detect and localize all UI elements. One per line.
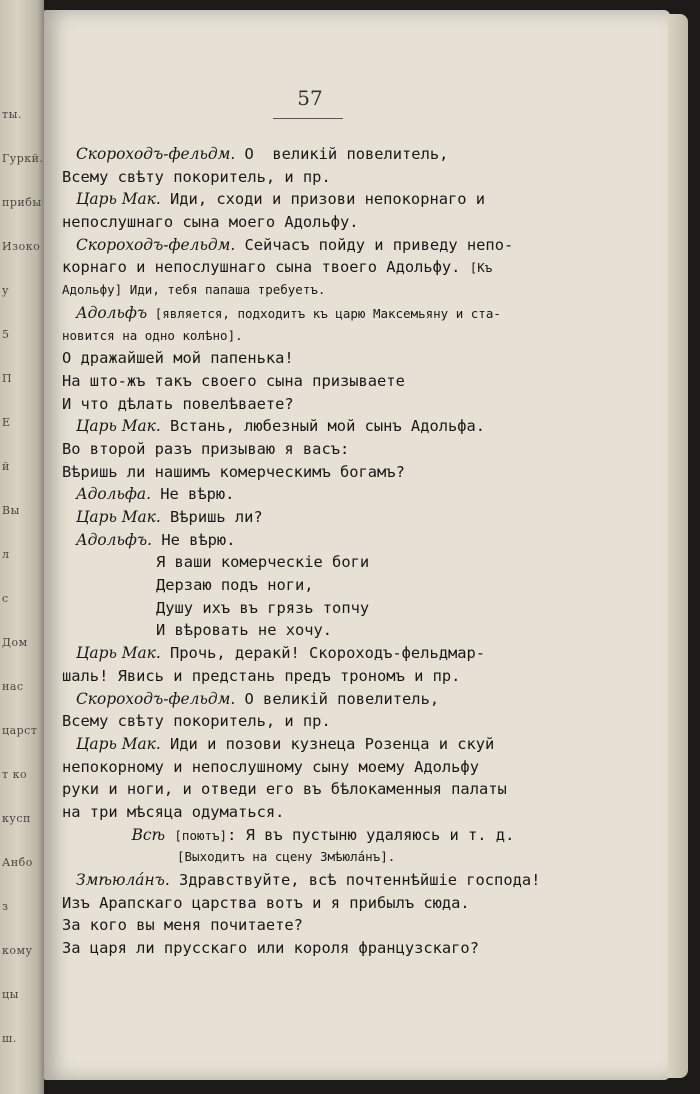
text-line	[62, 824, 582, 847]
left-page-fragment: Гуркй.	[2, 152, 44, 165]
page-edge	[668, 14, 688, 1078]
stage-direction: [Выходитъ на сцену Змѣюлáнъ].	[177, 849, 396, 865]
speaker-name: Царь Мак.	[76, 417, 161, 436]
line-text: И вѣровать не хочу.	[156, 621, 333, 640]
text-line	[62, 801, 582, 824]
speaker-name: Царь Мак.	[76, 734, 161, 753]
speaker-name: Всѣ	[131, 825, 166, 844]
speaker-name: Адольфа.	[76, 485, 151, 504]
stage-direction: [поютъ]	[174, 827, 228, 843]
line-text	[165, 826, 174, 844]
stage-direction: новится на одно колѣно].	[62, 327, 243, 343]
stage-direction: [Къ	[469, 260, 493, 276]
line-text: Дерзаю подъ ноги,	[156, 576, 314, 595]
line-text: Всему свѣту покоритель, и пр.	[62, 712, 331, 731]
left-page-fragment: Изоко	[2, 240, 41, 253]
line-text: непокорному и непослушному сыну моему Адольфу	[62, 757, 479, 776]
left-page-fragment: кусп	[2, 812, 31, 825]
speaker-name: Скороходъ-фельдм.	[76, 689, 236, 708]
page-number: 57	[297, 86, 323, 110]
text-line	[62, 166, 582, 189]
line-text: И что дѣлать повелѣваете?	[62, 394, 294, 413]
line-text: О великій повелитель,	[235, 689, 440, 708]
text-line	[62, 483, 582, 506]
line-text: За царя ли прусскаго или короля французскаго?	[62, 939, 479, 958]
text-line	[62, 551, 582, 574]
line-text: Всему свѣту покоритель, и пр.	[62, 167, 331, 186]
text-line	[62, 325, 582, 348]
line-text: руки и ноги, и отведи его въ бѣлокаменныя палаты	[62, 780, 507, 799]
left-page-fragment: т ко	[2, 768, 28, 781]
text-line	[62, 234, 582, 257]
line-text: Не вѣрю.	[150, 485, 235, 504]
text-line	[62, 461, 582, 484]
line-text: Не вѣрю.	[152, 530, 236, 549]
line-text: Изъ Арапскаго царства вотъ и я прибылъ сюда.	[62, 893, 470, 912]
text-line	[62, 597, 582, 620]
left-page-fragment: царст	[2, 724, 38, 737]
text-line	[62, 188, 582, 211]
text-line	[62, 347, 582, 370]
text-line	[62, 506, 582, 529]
line-text: Сейчасъ пойду и приведу непо-	[235, 235, 514, 254]
stage-direction: Адольфу]	[62, 282, 123, 298]
text-line	[62, 914, 582, 937]
speaker-name: Царь Мак.	[76, 644, 161, 663]
text-line	[62, 438, 582, 461]
left-page-fragment: кому	[2, 944, 33, 957]
left-page-fragment: Вы	[2, 504, 20, 517]
text-line	[62, 710, 582, 733]
line-text: Здравствуйте, всѣ почтеннѣйшіе господа!	[169, 871, 541, 889]
line-text: Иди и позови кузнеца Розенца и скуй	[160, 734, 495, 753]
text-line	[62, 415, 582, 438]
line-text: непослушнаго сына моего Адольфу.	[62, 213, 359, 232]
left-page-fragment: Дом	[2, 636, 28, 649]
line-text: Иди, сходи и призови непокорнаго и	[160, 190, 486, 209]
line-text	[76, 826, 132, 844]
text-line	[62, 756, 582, 779]
text-line	[62, 688, 582, 711]
text-line	[62, 302, 582, 325]
speaker-name: Царь Мак.	[76, 190, 161, 209]
line-text: На што-жъ такъ своего сына призываете	[62, 371, 405, 390]
text-line	[62, 642, 582, 665]
left-page-fragment: 5	[2, 328, 10, 341]
page-number-rule	[273, 118, 343, 119]
line-text: О дражайшей мой папенька!	[62, 349, 294, 368]
speaker-name: Скороходъ-фельдм.	[76, 145, 236, 163]
line-text: О великій повелитель,	[235, 145, 449, 163]
left-page-fragment: л	[2, 548, 10, 561]
left-page-fragment: цы	[2, 988, 19, 1001]
line-text: Встань, любезный мой сынъ Адольфа.	[160, 417, 486, 436]
text-line	[62, 665, 582, 688]
left-page-fragment: у	[2, 284, 9, 297]
speaker-name: Скороходъ-фельдм.	[76, 235, 236, 254]
left-page-fragment: с	[2, 592, 9, 605]
left-facing-page	[0, 0, 44, 1094]
left-page-fragment: з	[2, 900, 9, 913]
line-text: Вѣришь ли нашимъ комерческимъ богамъ?	[62, 462, 405, 481]
line-text: на три мѣсяца одуматься.	[62, 802, 285, 821]
line-text: Я ваши комерческіе боги	[156, 553, 370, 572]
line-text: корнаго и непослушнаго сына твоего Адольфу.	[62, 258, 470, 277]
left-page-fragment: П	[2, 372, 13, 385]
stage-direction: [является, подходитъ къ царю Максемьяну и ста-	[147, 305, 501, 321]
left-page-fragment: прибы	[2, 196, 42, 209]
text-line	[62, 869, 582, 892]
text-line	[62, 279, 582, 302]
text-line	[62, 529, 582, 552]
left-page-fragment: й	[2, 460, 10, 473]
text-line	[62, 619, 582, 642]
left-page-fragment: Е	[2, 416, 11, 429]
text-line	[62, 393, 582, 416]
left-page-fragment: Анбо	[2, 856, 33, 869]
line-text: Вѣришь ли?	[160, 508, 263, 526]
speaker-name: Адольфъ	[76, 303, 148, 322]
speaker-name: Змѣюлáнъ.	[76, 871, 170, 889]
text-line	[62, 211, 582, 234]
text-line	[62, 574, 582, 597]
line-text: Во второй разъ призываю я васъ:	[62, 439, 350, 458]
line-text: Душу ихъ въ грязь топчу	[156, 598, 370, 617]
left-page-fragment: ш.	[2, 1032, 17, 1045]
line-text: Прочь, деракй! Скороходъ-фельдмар-	[160, 644, 486, 663]
text-line	[62, 778, 582, 801]
page-text	[62, 143, 582, 960]
text-line	[62, 937, 582, 960]
text-line	[62, 256, 582, 279]
text-line	[62, 892, 582, 915]
text-line	[62, 370, 582, 393]
line-text: шаль! Явись и предстань предъ трономъ и пр.	[62, 666, 461, 685]
line-text: За кого вы меня почитаете?	[62, 916, 303, 935]
text-line	[62, 143, 582, 166]
left-page-fragment: ты.	[2, 108, 22, 121]
text-line	[62, 733, 582, 756]
text-line	[62, 846, 582, 869]
speaker-name: Адольфъ.	[76, 530, 153, 549]
line-text: : Я въ пустыню удаляюсь и т. д.	[227, 825, 515, 844]
left-page-fragment: нас	[2, 680, 24, 693]
line-text: Иди, тебя папаша требуетъ.	[122, 282, 326, 298]
speaker-name: Царь Мак.	[76, 508, 161, 526]
